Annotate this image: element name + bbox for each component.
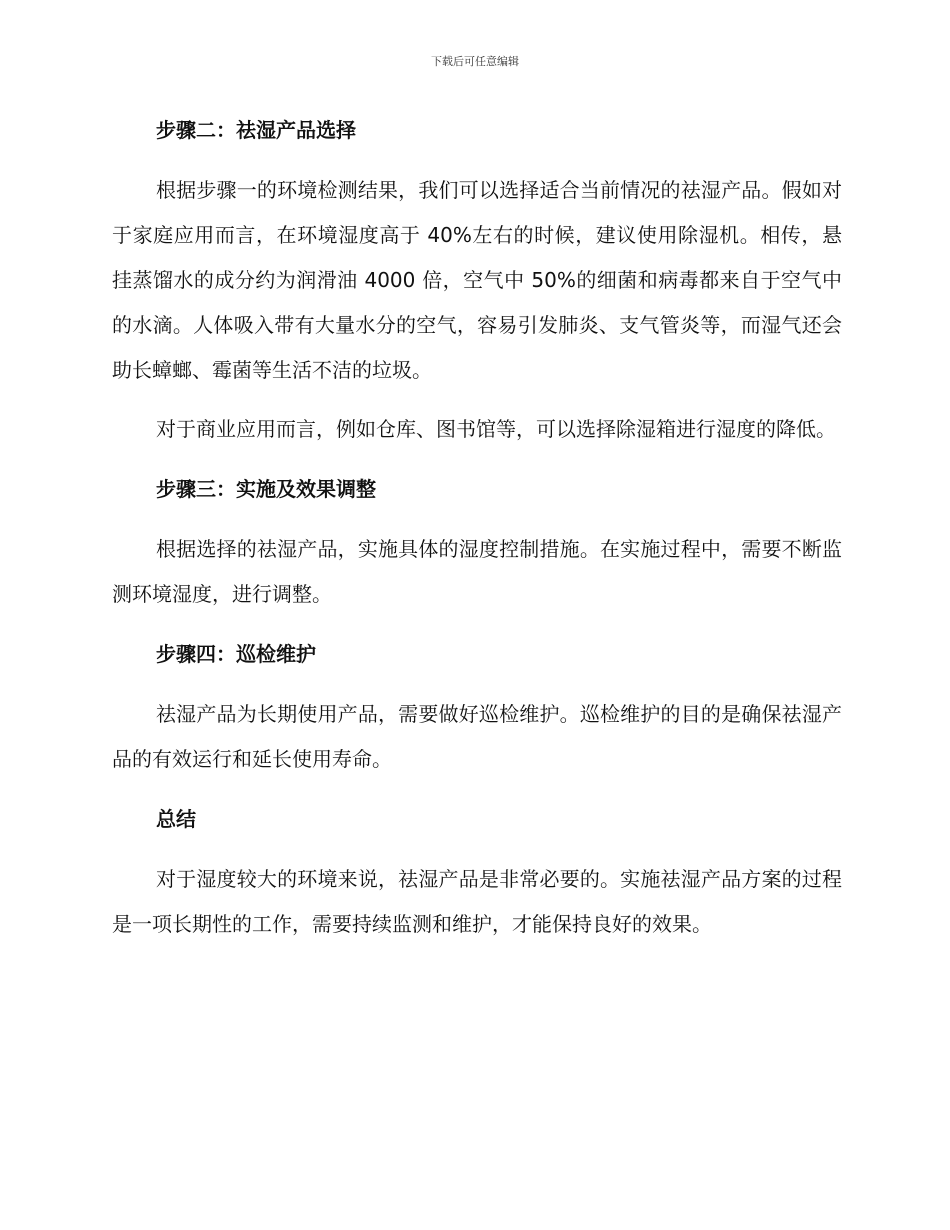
paragraph-step2-1: 根据步骤一的环境检测结果，我们可以选择适合当前情况的祛湿产品。假如对于家庭应用而言，在环境湿度高于 40%左右的时候，建议使用除湿机。相传，悬挂蒸馏水的成分约为润滑油 4000 倍，空气中 50%的细菌和病毒都来自于空气中的水滴。人体吸入带有大量水分的空气，容易引发肺炎、支气管炎等，而湿气还会助长蟑螂、霉菌等生活不洁的垃圾。 bbox=[112, 178, 842, 382]
document-body bbox=[112, 112, 842, 966]
paragraph-step3-1: 根据选择的祛湿产品，实施具体的湿度控制措施。在实施过程中，需要不断监测环境湿度，进行调整。 bbox=[112, 537, 842, 606]
section-heading-step3: 步骤三：实施及效果调整 bbox=[156, 477, 376, 501]
page-header: 下载后可任意编辑 bbox=[431, 55, 519, 68]
section-heading-summary: 总结 bbox=[156, 807, 196, 831]
section-heading-step4: 步骤四：巡检维护 bbox=[156, 642, 316, 666]
section-heading-step2: 步骤二：祛湿产品选择 bbox=[156, 118, 356, 142]
paragraph-summary-1: 对于湿度较大的环境来说，祛湿产品是非常必要的。实施祛湿产品方案的过程是一项长期性的工作，需要持续监测和维护，才能保持良好的效果。 bbox=[112, 867, 842, 936]
paragraph-step4-1: 祛湿产品为长期使用产品，需要做好巡检维护。巡检维护的目的是确保祛湿产品的有效运行和延长使用寿命。 bbox=[112, 702, 842, 771]
paragraph-step2-2: 对于商业应用而言，例如仓库、图书馆等，可以选择除湿箱进行湿度的降低。 bbox=[156, 417, 836, 441]
